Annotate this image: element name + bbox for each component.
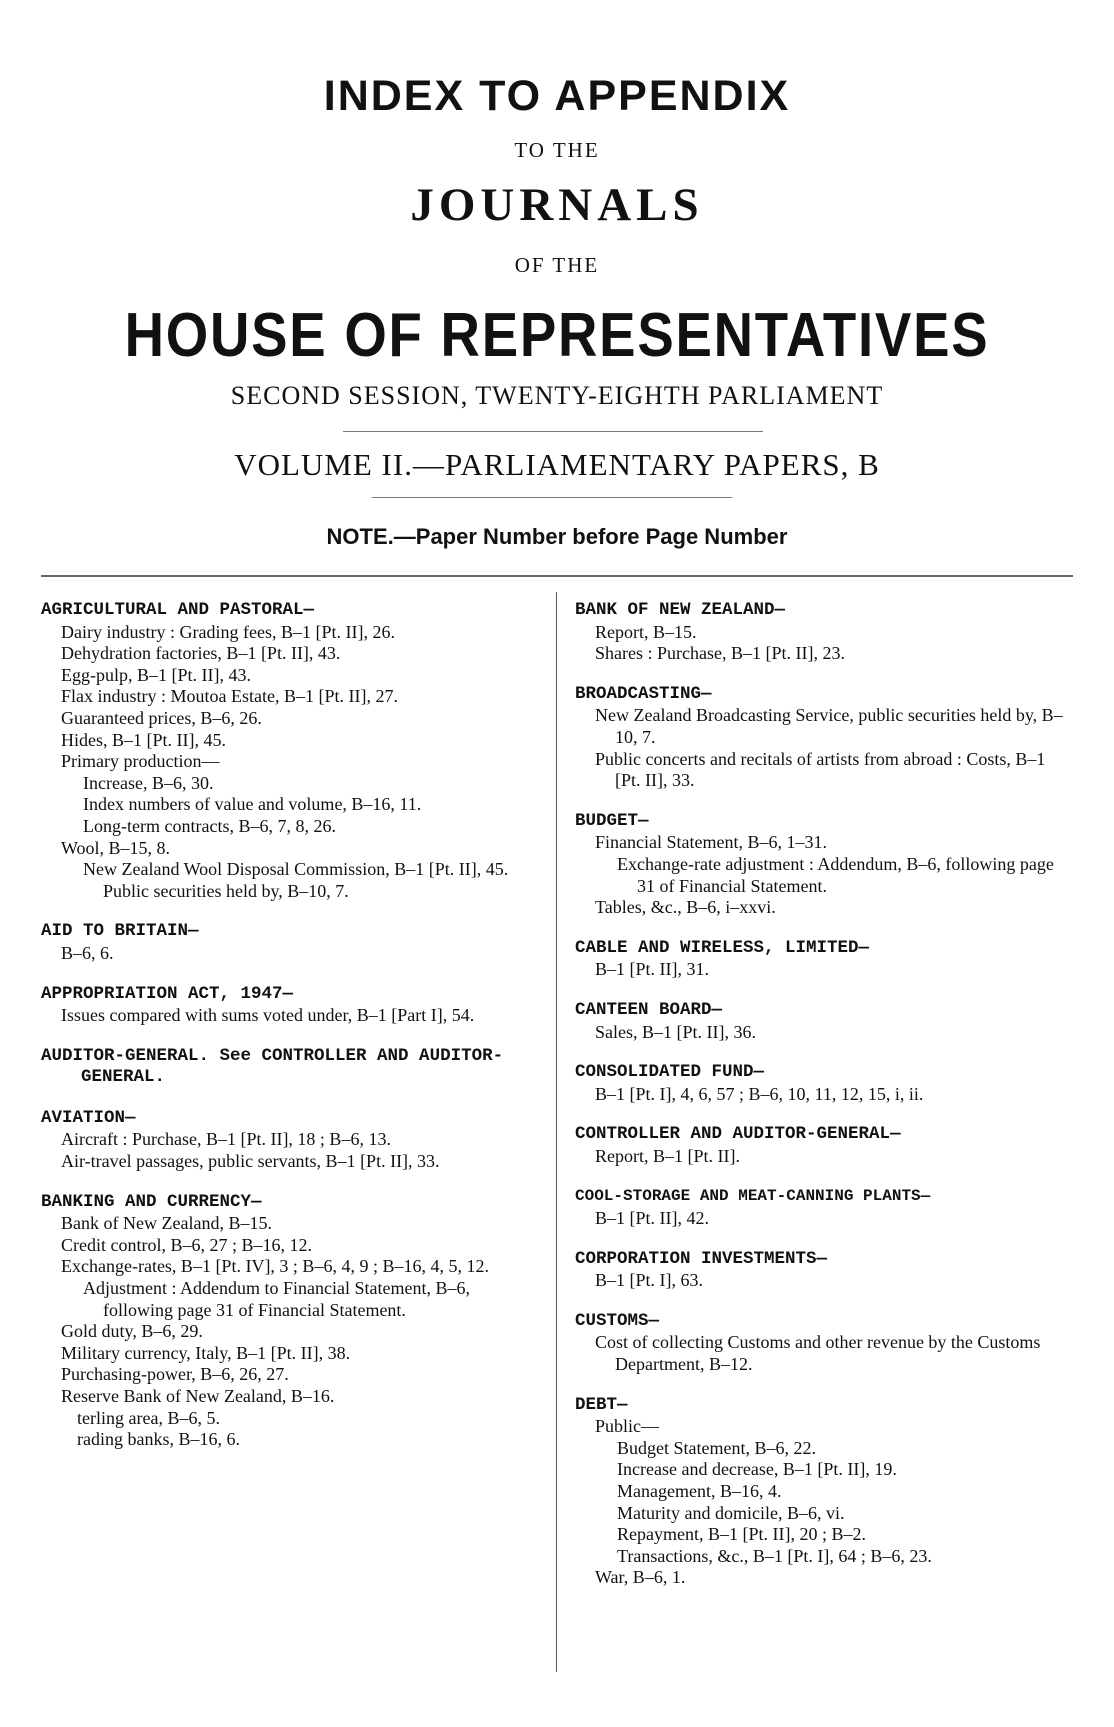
index-entry bbox=[41, 1108, 541, 1173]
index-entry bbox=[575, 811, 1070, 919]
entry-heading: CONTROLLER AND AUDITOR-GENERAL— bbox=[575, 1124, 901, 1145]
column-divider bbox=[556, 592, 557, 1672]
entry-heading: BANKING AND CURRENCY— bbox=[41, 1191, 262, 1212]
entry-line: Bank of New Zealand, B–15. bbox=[61, 1213, 272, 1234]
divider bbox=[41, 575, 1073, 577]
entry-line: Index numbers of value and volume, B–16, 11. bbox=[83, 794, 422, 815]
entry-line: Aircraft : Purchase, B–1 [Pt. II], 18 ; B–6, 13. bbox=[61, 1129, 391, 1150]
entry-heading: APPROPRIATION ACT, 1947— bbox=[41, 983, 294, 1004]
entry-line: Public securities held by, B–10, 7. bbox=[103, 880, 349, 901]
entry-heading: AGRICULTURAL AND PASTORAL— bbox=[41, 600, 315, 620]
entry-line: Issues compared with sums voted under, B–1 [Part I], 54. bbox=[61, 1005, 475, 1026]
entry-line: War, B–6, 1. bbox=[595, 1567, 686, 1588]
index-entry bbox=[41, 1046, 541, 1089]
entry-line: Adjustment : Addendum to Financial Statement, B–6, following page 31 of Financial Statement. bbox=[83, 1278, 470, 1320]
entry-line: Reserve Bank of New Zealand, B–16. bbox=[61, 1386, 335, 1406]
index-entry bbox=[41, 600, 541, 902]
entry-line: Purchasing-power, B–6, 26, 27. bbox=[61, 1364, 289, 1385]
entry-line: Report, B–15. bbox=[595, 621, 697, 642]
index-entry bbox=[575, 1186, 1070, 1229]
entry-line: Financial Statement, B–6, 1–31. bbox=[595, 832, 827, 853]
entry-line: B–6, 6. bbox=[61, 942, 114, 963]
entry-heading: CONSOLIDATED FUND— bbox=[575, 1062, 765, 1083]
entry-heading: CORPORATION INVESTMENTS— bbox=[575, 1248, 828, 1269]
entry-line: Increase, B–6, 30. bbox=[83, 772, 214, 793]
entry-line: Exchange-rates, B–1 [Pt. IV], 3 ; B–6, 4, 9 ; B–16, 4, 5, 12. bbox=[61, 1256, 489, 1277]
index-entry bbox=[575, 1000, 1070, 1043]
title-to-the: TO THE bbox=[514, 138, 600, 162]
right-column bbox=[575, 600, 1070, 1608]
entry-line: Primary production— bbox=[61, 751, 220, 772]
entry-line: Repayment, B–1 [Pt. II], 20 ; B–2. bbox=[617, 1524, 866, 1545]
entry-line: Report, B–1 [Pt. II]. bbox=[595, 1145, 740, 1166]
divider bbox=[372, 497, 732, 498]
entry-line: Management, B–16, 4. bbox=[617, 1481, 782, 1501]
title-of-the: OF THE bbox=[514, 253, 600, 277]
entry-heading: BANK OF NEW ZEALAND— bbox=[575, 600, 786, 620]
entry-line: New Zealand Broadcasting Service, public securities held by, B–10, 7. bbox=[595, 705, 1063, 747]
entry-heading: AUDITOR-GENERAL. See CONTROLLER AND AUDITOR-GENERAL. bbox=[41, 1045, 504, 1088]
entry-line: B–1 [Pt. II], 42. bbox=[595, 1208, 709, 1229]
entry-line: Exchange-rate adjustment : Addendum, B–6, following page 31 of Financial Statement. bbox=[617, 853, 1054, 896]
title-journals: JOURNALS bbox=[410, 179, 704, 231]
entry-heading: CABLE AND WIRELESS, LIMITED— bbox=[575, 937, 870, 958]
index-entry bbox=[575, 684, 1070, 792]
entry-line: Transactions, &c., B–1 [Pt. I], 64 ; B–6, 23. bbox=[617, 1545, 932, 1566]
entry-line: Shares : Purchase, B–1 [Pt. II], 23. bbox=[595, 643, 845, 664]
entry-line: Sales, B–1 [Pt. II], 36. bbox=[595, 1021, 756, 1042]
entry-line: Dairy industry : Grading fees, B–1 [Pt. II], 26. bbox=[61, 621, 395, 642]
entry-heading: COOL-STORAGE AND MEAT-CANNING PLANTS— bbox=[575, 1187, 931, 1206]
index-entry bbox=[575, 1395, 1070, 1589]
entry-line: Dehydration factories, B–1 [Pt. II], 43. bbox=[61, 643, 341, 664]
entry-line: Budget Statement, B–6, 22. bbox=[617, 1437, 816, 1458]
entry-line: terling area, B–6, 5. bbox=[77, 1407, 220, 1428]
entry-heading: AVIATION— bbox=[41, 1107, 136, 1128]
entry-line: B–1 [Pt. I], 4, 6, 57 ; B–6, 10, 11, 12, 15, i, ii. bbox=[595, 1083, 924, 1104]
title-index-to-appendix: INDEX TO APPENDIX bbox=[323, 72, 791, 120]
index-entry bbox=[575, 1249, 1070, 1292]
entry-heading: BROADCASTING— bbox=[575, 683, 712, 704]
entry-line: B–1 [Pt. II], 31. bbox=[595, 959, 709, 980]
entry-line: Wool, B–15, 8. bbox=[61, 837, 171, 858]
entry-line: Gold duty, B–6, 29. bbox=[61, 1321, 203, 1342]
entry-heading: AID TO BRITAIN— bbox=[41, 921, 199, 942]
entry-heading: BUDGET— bbox=[575, 810, 649, 831]
entry-line: Public— bbox=[595, 1416, 660, 1437]
index-entry bbox=[575, 938, 1070, 981]
index-entry bbox=[41, 1192, 541, 1451]
entry-line: Cost of collecting Customs and other revenue by the Customs Department, B–12. bbox=[595, 1332, 1041, 1375]
entry-line: Long-term contracts, B–6, 7, 8, 26. bbox=[83, 815, 336, 836]
index-entry bbox=[575, 1062, 1070, 1105]
entry-line: Guaranteed prices, B–6, 26. bbox=[61, 707, 262, 728]
left-column bbox=[41, 600, 541, 1470]
entry-heading: CANTEEN BOARD— bbox=[575, 999, 723, 1020]
entry-line: Flax industry : Moutoa Estate, B–1 [Pt. II], 27. bbox=[61, 686, 398, 707]
entry-line: Hides, B–1 [Pt. II], 45. bbox=[61, 729, 226, 750]
index-entry bbox=[575, 600, 1070, 665]
index-entry bbox=[41, 921, 541, 964]
session-line: SECOND SESSION, TWENTY-EIGHTH PARLIAMENT bbox=[230, 381, 884, 410]
entry-line: Credit control, B–6, 27 ; B–16, 12. bbox=[61, 1234, 312, 1255]
index-entry bbox=[41, 984, 541, 1027]
entry-heading: DEBT— bbox=[575, 1394, 628, 1415]
entry-line: Increase and decrease, B–1 [Pt. II], 19. bbox=[617, 1459, 897, 1480]
title-house: HOUSE OF REPRESENTATIVES bbox=[124, 301, 990, 370]
entry-line: Egg-pulp, B–1 [Pt. II], 43. bbox=[61, 664, 251, 685]
entry-line: Public concerts and recitals of artists from abroad : Costs, B–1 [Pt. II], 33. bbox=[595, 748, 1046, 791]
entry-line: rading banks, B–16, 6. bbox=[77, 1429, 240, 1450]
entry-line: B–1 [Pt. I], 63. bbox=[595, 1270, 703, 1291]
note-line: NOTE.—Paper Number before Page Number bbox=[326, 524, 788, 549]
entry-line: Air-travel passages, public servants, B–1 [Pt. II], 33. bbox=[61, 1151, 440, 1172]
entry-line: Maturity and domicile, B–6, vi. bbox=[617, 1502, 845, 1523]
entry-heading: CUSTOMS— bbox=[575, 1310, 660, 1331]
index-entry bbox=[575, 1311, 1070, 1376]
entry-line: Tables, &c., B–6, i–xxvi. bbox=[595, 897, 776, 918]
volume-line: VOLUME II.—PARLIAMENTARY PAPERS, B bbox=[234, 447, 880, 482]
index-entry bbox=[575, 1124, 1070, 1167]
entry-line: New Zealand Wool Disposal Commission, B–1 [Pt. II], 45. bbox=[83, 859, 509, 880]
divider bbox=[343, 431, 763, 432]
entry-line: Military currency, Italy, B–1 [Pt. II], 38. bbox=[61, 1342, 351, 1363]
